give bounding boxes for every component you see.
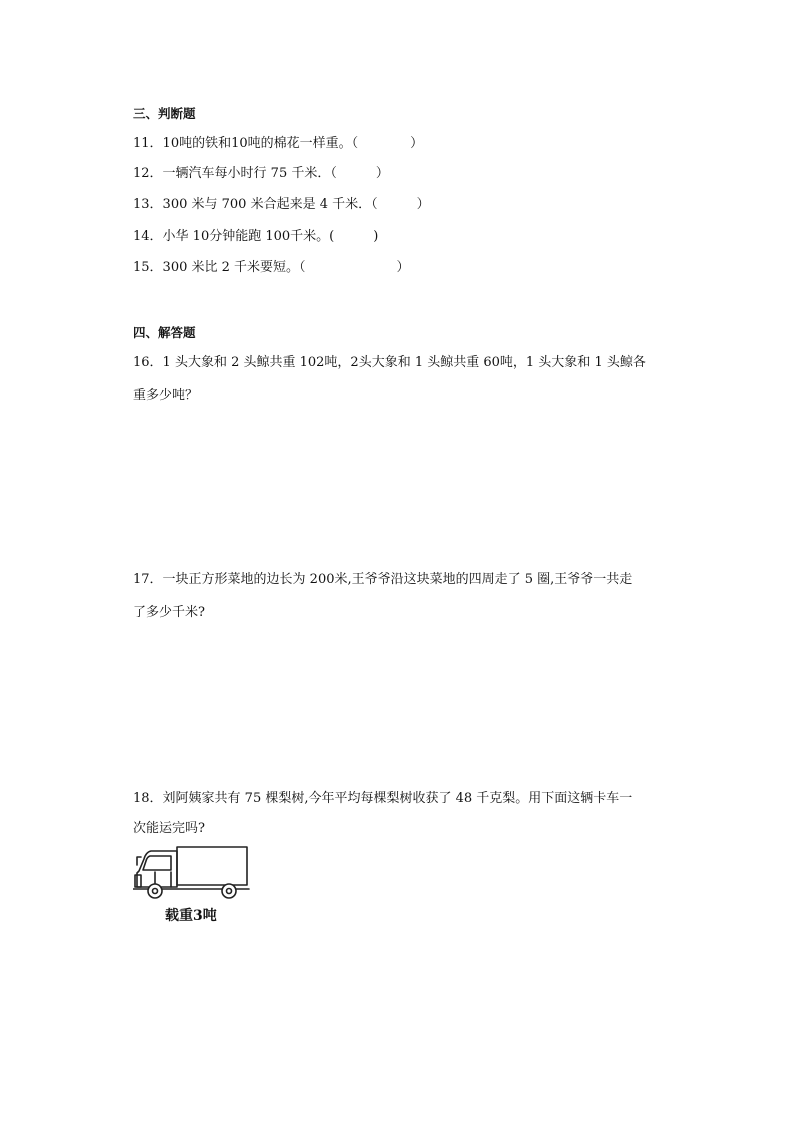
question-14: 14．小华 10分钟能跑 100千米。( ): [133, 229, 379, 244]
section-3-title: 三、判断题: [133, 106, 196, 121]
question-18-line-2: 次能运完吗?: [133, 821, 205, 836]
question-16-line-1: 16．1 头大象和 2 头鲸共重 102吨，2头大象和 1 头鲸共重 60吨，1 头大象和 1 头鲸各: [133, 355, 646, 370]
question-15: 15．300 米比 2 千米要短。（ ）: [133, 260, 410, 275]
question-17-line-1: 17．一块正方形菜地的边长为 200米,王爷爷沿这块菜地的四周走了 5 圈,王爷爷一共走: [133, 572, 633, 587]
section-4-title: 四、解答题: [133, 325, 196, 340]
question-17-line-2: 了多少千米?: [133, 605, 205, 620]
truck-caption: 载重3吨: [165, 908, 217, 924]
question-16-line-2: 重多少吨？: [133, 388, 199, 403]
truck-icon: [133, 843, 253, 901]
question-12: 12．一辆汽车每小时行 75 千米．（ ）: [133, 166, 389, 181]
question-13: 13．300 米与 700 米合起来是 4 千米．（ ）: [133, 197, 430, 212]
question-18-line-1: 18．刘阿姨家共有 75 棵梨树,今年平均每棵梨树收获了 48 千克梨。用下面这辆卡车一: [133, 791, 633, 806]
question-11: 11．10吨的铁和10吨的棉花一样重。（ ）: [133, 136, 424, 151]
